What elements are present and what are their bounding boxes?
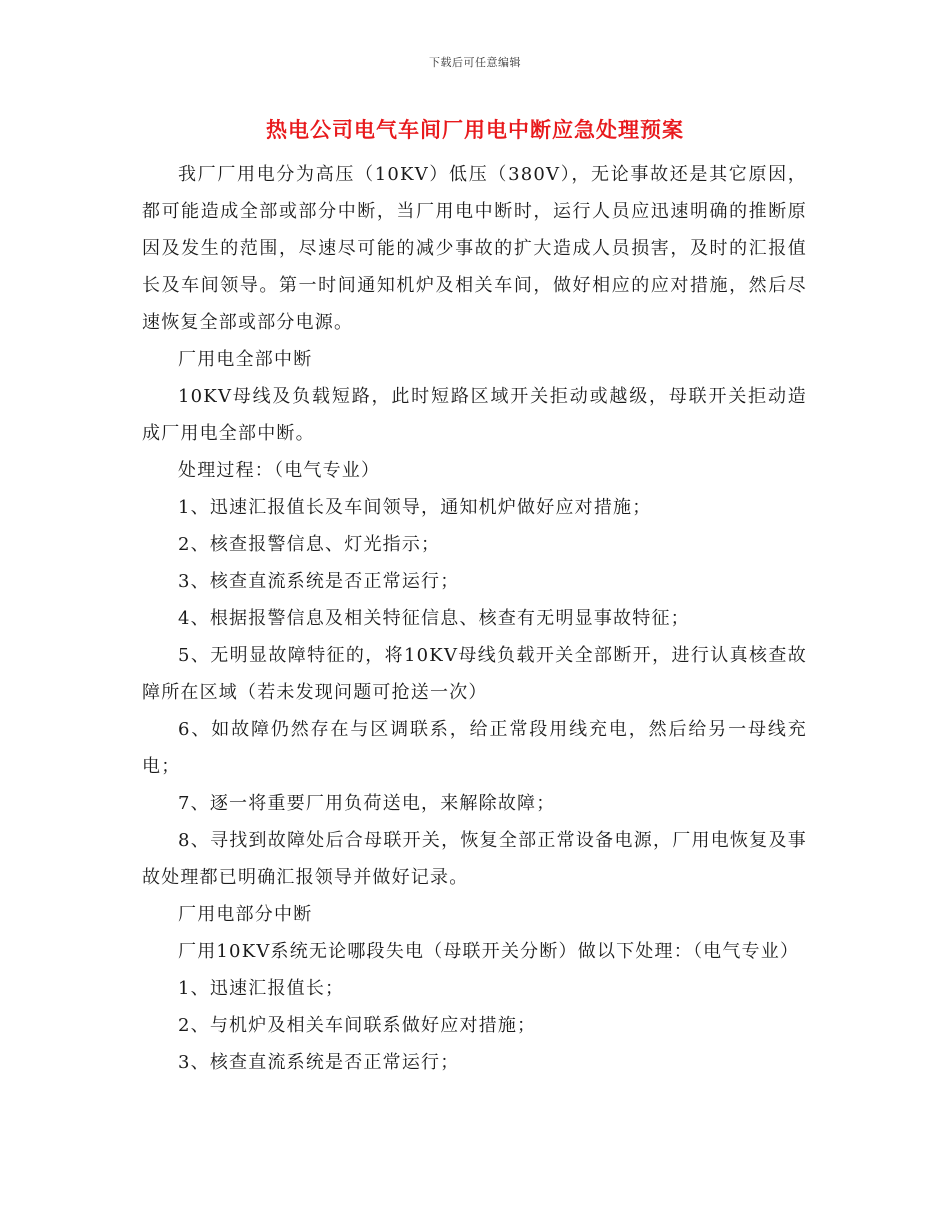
document-body xyxy=(142,156,807,1081)
list-item: 7、逐一将重要厂用负荷送电，来解除故障； xyxy=(178,793,556,814)
list-item: 1、迅速汇报值长及车间领导，通知机炉做好应对措施； xyxy=(178,497,652,518)
paragraph-intro: 我厂厂用电分为高压（10KV）低压（380V），无论事故还是其它原因，都可能造成全部或部分中断，当厂用电中断时，运行人员应迅速明确的推断原因及发生的范围，尽速尽可能的减少事故的扩大造成人员损害，及时的汇报值长及车间领导。第一时间通知机炉及相关车间，做好相应的应对措施，然后尽速恢复全部或部分电源。 xyxy=(142,164,807,333)
paragraph-partial-outage: 厂用10KV系统无论哪段失电（母联开关分断）做以下处理：（电气专业） xyxy=(178,941,800,962)
document-title: 热电公司电气车间厂用电中断应急处理预案 xyxy=(266,117,684,142)
list-item: 2、核查报警信息、灯光指示； xyxy=(178,534,441,555)
list-item: 8、寻找到故障处后合母联开关，恢复全部正常设备电源，厂用电恢复及事故处理都已明确汇报领导并做好记录。 xyxy=(142,830,807,888)
heading-procedure: 处理过程：（电气专业） xyxy=(178,460,381,481)
list-item: 4、根据报警信息及相关特征信息、核查有无明显事故特征； xyxy=(178,608,690,629)
list-item: 3、核查直流系统是否正常运行； xyxy=(178,1052,460,1073)
list-item: 3、核查直流系统是否正常运行； xyxy=(178,571,460,592)
list-item: 2、与机炉及相关车间联系做好应对措施； xyxy=(178,1015,537,1036)
paragraph-full-outage-cause: 10KV母线及负载短路，此时短路区域开关拒动或越级，母联开关拒动造成厂用电全部中断。 xyxy=(142,386,807,444)
list-item: 6、如故障仍然存在与区调联系，给正常段用线充电，然后给另一母线充电； xyxy=(142,719,807,777)
heading-partial-outage: 厂用电部分中断 xyxy=(178,904,313,925)
list-item: 5、无明显故障特征的，将10KV母线负载开关全部断开，进行认真核查故障所在区域（若未发现问题可抢送一次） xyxy=(142,645,807,703)
list-item: 1、迅速汇报值长； xyxy=(178,978,345,999)
heading-full-outage: 厂用电全部中断 xyxy=(178,349,313,370)
header-note: 下载后可任意编辑 xyxy=(429,56,521,69)
